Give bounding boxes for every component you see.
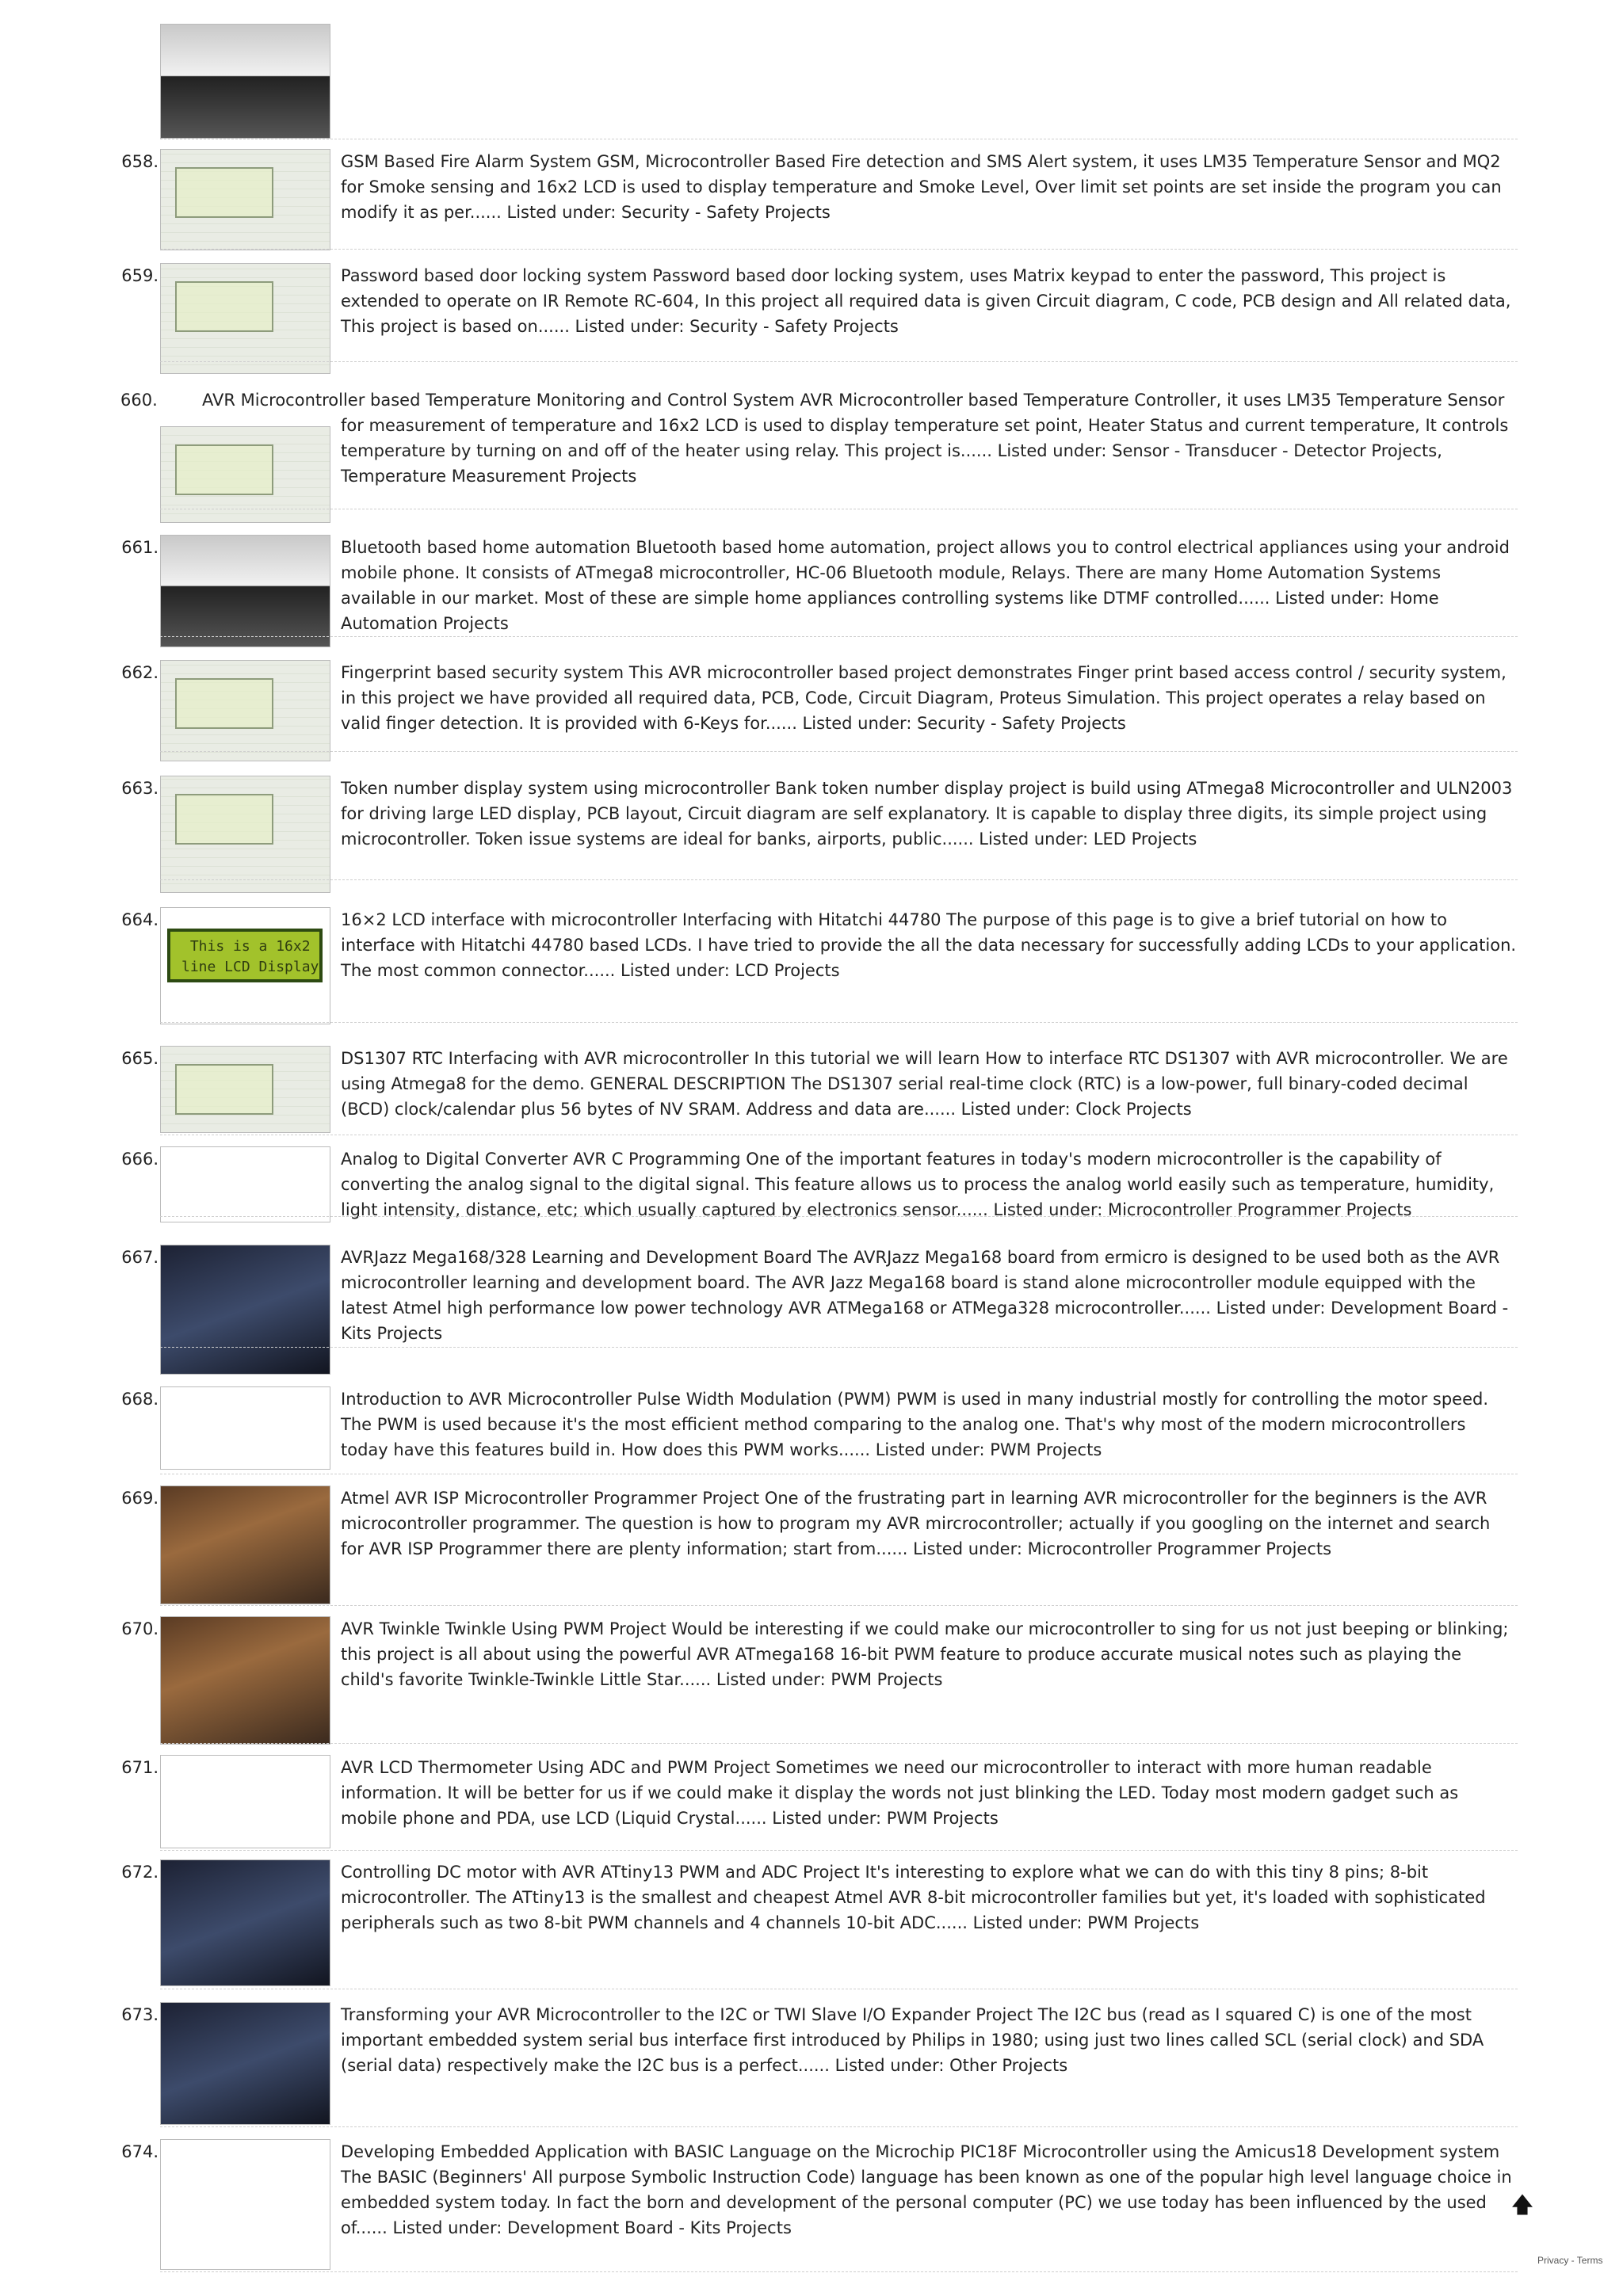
item-separator	[160, 249, 1518, 250]
circuit-diagram-image	[175, 678, 273, 729]
project-thumbnail[interactable]	[160, 1486, 330, 1604]
project-thumbnail[interactable]	[160, 1859, 330, 1986]
circuit-diagram-image	[175, 281, 273, 332]
project-thumbnail[interactable]	[160, 1386, 330, 1470]
item-number: 669.	[121, 1489, 158, 1508]
item-separator	[160, 1022, 1518, 1023]
recaptcha-footer-links[interactable]: Privacy - Terms	[1537, 2255, 1603, 2266]
project-description-link[interactable]: Developing Embedded Application with BASIC Language on the Microchip PIC18F Microcontroller using the Amicus18 Development system The BASIC (Beginners' All purpose Symbolic Instruction Code) language has been known as one of the popular high level language choice in embedded system today. In fact the born and development of the personal computer (PC) we use today has been influenced by the used of...... Listed under: Development Board - Kits Projects	[341, 2142, 1512, 2237]
item-number: 671.	[121, 1758, 158, 1777]
item-separator	[160, 1216, 1518, 1217]
back-to-top-button[interactable]: 🡅	[1510, 2191, 1534, 2218]
project-thumbnail[interactable]	[160, 1146, 330, 1222]
circuit-diagram-image	[175, 1064, 273, 1115]
project-description-link[interactable]: AVR LCD Thermometer Using ADC and PWM Project Sometimes we need our microcontroller to interact with more human readable information. It will be better for us if we could make it display the words not just blinking the LED. Today most modern gadget such as mobile phone and PDA, use LCD (Liquid Crystal...... Listed under: PWM Projects	[341, 1758, 1459, 1828]
project-description-link[interactable]: DS1307 RTC Interfacing with AVR microcontroller In this tutorial we will learn How to interface RTC DS1307 with AVR microcontroller. We are using Atmega8 for the demo. GENERAL DESCRIPTION The DS1307 serial real-time clock (RTC) is a low-power, full binary-coded decimal (BCD) clock/calendar plus 56 bytes of NV SRAM. Address and data are...... Listed under: Clock Projects	[341, 1049, 1508, 1119]
project-thumbnail[interactable]	[160, 1616, 330, 1745]
project-thumbnail[interactable]	[160, 2139, 330, 2270]
circuit-diagram-image	[175, 794, 273, 845]
item-number: 659.	[121, 266, 158, 285]
item-separator	[160, 1347, 1518, 1348]
item-separator	[160, 1605, 1518, 1606]
project-thumbnail[interactable]	[160, 24, 330, 139]
item-number: 673.	[121, 2005, 158, 2024]
project-description-link[interactable]: Introduction to AVR Microcontroller Pulse Width Modulation (PWM) PWM is used in many industrial mostly for controlling the motor speed. The PWM is used because it's the most efficient method comparing to the analog one. That's why most of the modern microcontrollers today have this features build in. How does this PWM works...... Listed under: PWM Projects	[341, 1390, 1489, 1459]
item-number: 672.	[121, 1863, 158, 1882]
project-description-link[interactable]: Atmel AVR ISP Microcontroller Programmer Project One of the frustrating part in learning AVR microcontroller for the beginners is the AVR microcontroller programmer. The question is how to program my AVR mircrocontroller; actually if you googling on the internet and search for AVR ISP Programmer there are plenty information; start from...... Listed under: Microcontroller Programmer Projects	[341, 1489, 1491, 1558]
item-number: 667.	[121, 1248, 158, 1267]
project-thumbnail[interactable]	[160, 149, 330, 250]
project-description-link[interactable]: Bluetooth based home automation Bluetooth based home automation, project allows you to control electrical appliances using your android mobile phone. It consists of ATmega8 microcontroller, HC-06 Bluetooth module, Relays. There are many Home Automation Systems available in our market. Most of these are simple home appliances controlling systems like DTMF controlled...... Listed under: Home Automation Projects	[341, 538, 1510, 633]
project-thumbnail[interactable]	[160, 1755, 330, 1848]
project-description-link[interactable]: AVR Twinkle Twinkle Using PWM Project Would be interesting if we could make our microcontroller to sing for us not just beeping or blinking; this project is all about using the powerful AVR ATmega168 16-bit PWM feature to produce accurate musical notes such as playing the child's favorite Twinkle-Twinkle Little Star...... Listed under: PWM Projects	[341, 1619, 1509, 1689]
circuit-diagram-image	[175, 444, 273, 495]
lcd-line-2: line LCD Display	[181, 959, 319, 975]
project-thumbnail[interactable]	[160, 263, 330, 374]
item-number: 664.	[121, 910, 158, 929]
project-description-link[interactable]: Fingerprint based security system This AVR microcontroller based project demonstrates Finger print based access control / security system, in this project we have provided all required data, PCB, Code, Circuit Diagram, Proteus Simulation. This project operates a relay based on valid finger detection. It is provided with 6-Keys for...... Listed under: Security - Safety Projects	[341, 663, 1507, 733]
project-thumbnail[interactable]	[160, 1245, 330, 1375]
project-description-link[interactable]: Password based door locking system Password based door locking system, uses Matrix keypad to enter the password, This project is extended to operate on IR Remote RC-604, In this project all required data is given Circuit diagram, C code, PCB design and All related data, This project is based on...... Listed under: Security - Safety Projects	[341, 266, 1511, 336]
project-description-link[interactable]: Analog to Digital Converter AVR C Programming One of the important features in today's modern microcontroller is the capability of converting the analog signal to the digital signal. This feature allows us to process the analog world easily such as temperature, humidity, light intensity, distance, etc; which usually captured by electronics sensor...... Listed under: Microcontroller Programmer Projects	[341, 1150, 1495, 1219]
item-separator	[160, 1850, 1518, 1851]
item-number: 662.	[121, 663, 158, 682]
project-description-link[interactable]: GSM Based Fire Alarm System GSM, Microcontroller Based Fire detection and SMS Alert system, it uses LM35 Temperature Sensor and MQ2 for Smoke sensing and 16x2 LCD is used to display temperature and Smoke Level, Over limit set points are set inside the program you can modify it as per...... Listed under: Security - Safety Projects	[341, 152, 1502, 222]
item-number: 674.	[121, 2142, 158, 2161]
project-thumbnail[interactable]	[160, 535, 330, 647]
project-thumbnail[interactable]	[160, 907, 330, 1024]
lcd-display-image	[167, 929, 323, 982]
project-description-link[interactable]: AVR Microcontroller based Temperature Monitoring and Control System AVR Microcontroller based Temperature Controller, it uses LM35 Temperature Sensor for measurement of temperature and 16x2 LCD is used to display temperature set point, Heater Status and current temperature, It controls temperature by turning on and off of the heater using relay. This project is...... Listed under: Sensor - Transducer - Detector Projects, Temperature Measurement Projects	[202, 391, 1509, 486]
project-description-link[interactable]: Token number display system using microcontroller Bank token number display project is build using ATmega8 Microcontroller and ULN2003 for driving large LED display, PCB layout, Circuit diagram are self explanatory. It is capable to display three digits, its simple project using microcontroller. Token issue systems are ideal for banks, airports, public...... Listed under: LED Projects	[341, 779, 1513, 849]
lcd-line-1: This is a 16x2	[181, 938, 311, 955]
circuit-diagram-image	[175, 167, 273, 218]
item-separator	[160, 2126, 1518, 2127]
item-number: 663.	[121, 779, 158, 798]
project-description-link[interactable]: AVRJazz Mega168/328 Learning and Development Board The AVRJazz Mega168 board from ermicro is designed to be used both as the AVR microcontroller learning and development board. The AVR Jazz Mega168 board is stand alone microcontroller module equipped with the latest Atmel high performance low power technology AVR ATMega168 or ATMega328 microcontroller...... Listed under: Development Board - Kits Projects	[341, 1248, 1509, 1343]
project-thumbnail[interactable]	[160, 2002, 330, 2125]
item-number: 668.	[121, 1390, 158, 1409]
project-thumbnail[interactable]	[160, 660, 330, 761]
project-thumbnail[interactable]	[160, 1046, 330, 1133]
item-separator	[160, 361, 1518, 362]
item-separator	[160, 636, 1518, 637]
item-number: 658.	[121, 152, 158, 171]
project-description-link[interactable]: Controlling DC motor with AVR ATtiny13 PWM and ADC Project It's interesting to explore what we can do with this tiny 8 pins; 8-bit microcontroller. The ATtiny13 is the smallest and cheapest Atmel AVR 8-bit microcontroller families but yet, it's loaded with sophisticated peripherals such as two 8-bit PWM channels and 4 channels 10-bit ADC...... Listed under: PWM Projects	[341, 1863, 1486, 1932]
item-number: 660.	[120, 391, 158, 410]
item-separator	[160, 751, 1518, 752]
item-number: 666.	[121, 1150, 158, 1169]
item-separator	[160, 1743, 1518, 1744]
item-number: 670.	[121, 1619, 158, 1638]
item-separator	[160, 879, 1518, 880]
item-number: 661.	[121, 538, 158, 557]
item-separator	[160, 2271, 1518, 2272]
item-number: 665.	[121, 1049, 158, 1068]
project-thumbnail[interactable]	[160, 776, 330, 893]
project-description-link[interactable]: 16×2 LCD interface with microcontroller Interfacing with Hitatchi 44780 The purpose of this page is to give a brief tutorial on how to interface with Hitatchi 44780 based LCDs. I have tried to provide the all the data necessary for successfully adding LCDs to your application. The most common connector...... Listed under: LCD Projects	[341, 910, 1517, 980]
project-description-link[interactable]: Transforming your AVR Microcontroller to the I2C or TWI Slave I/O Expander Project The I2C bus (read as I squared C) is one of the most important embedded system serial bus interface first introduced by Philips in 1980; using just two lines called SCL (serial clock) and SDA (serial data) respectively make the I2C bus is a perfect...... Listed under: Other Projects	[341, 2005, 1484, 2075]
